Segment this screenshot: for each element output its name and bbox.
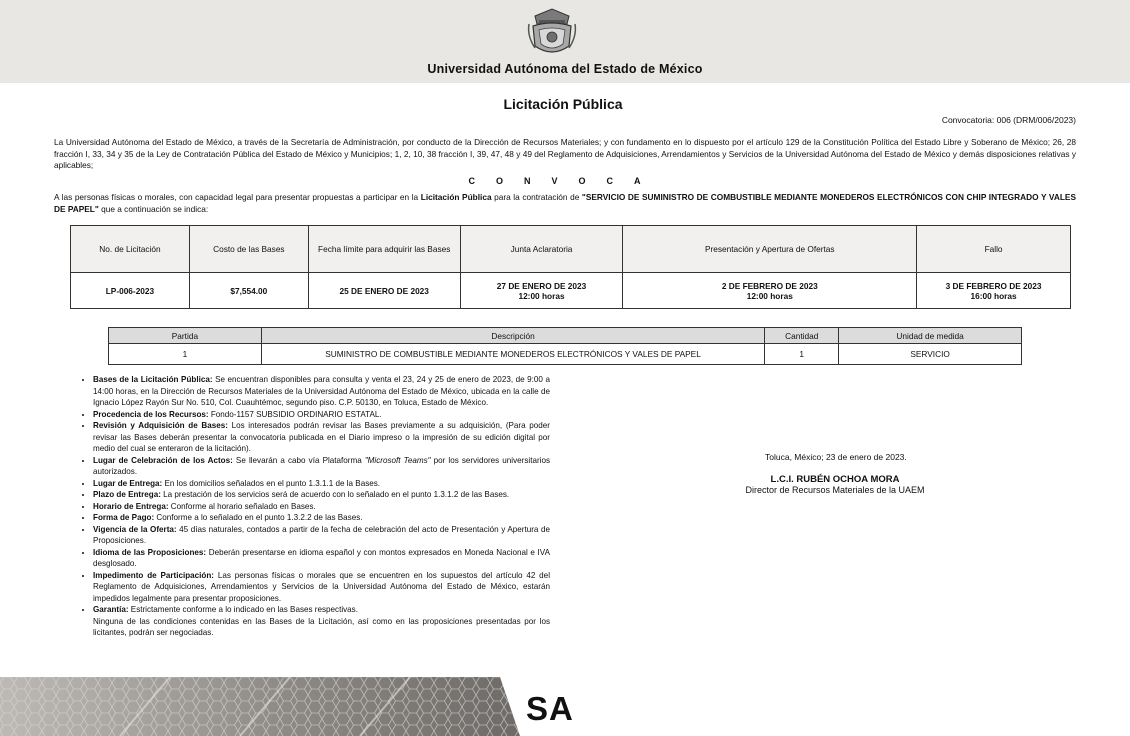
header-descripcion: Descripción xyxy=(261,328,764,344)
list-item xyxy=(93,501,550,513)
convoca-heading: CONVOCA xyxy=(468,176,662,186)
list-item xyxy=(93,374,550,409)
apertura-hora: 12:00 horas xyxy=(746,290,793,301)
item-text: Fondo-1157 SUBSIDIO ORDINARIO ESTATAL. xyxy=(208,409,382,419)
header-costo: Costo de las Bases xyxy=(189,226,308,273)
university-name: Universidad Autónoma del Estado de México xyxy=(427,62,703,76)
cell-partida: 1 xyxy=(109,344,262,365)
schedule-header-row xyxy=(71,226,1071,273)
document-title: Licitación Pública xyxy=(503,96,623,112)
schedule-row xyxy=(71,273,1071,309)
item-text: La prestación de los servicios será de acuerdo con lo señalado en el punto 1.3.1.2 de las Bases. xyxy=(160,490,510,499)
cell-costo: $7,554.00 xyxy=(189,273,308,309)
cell-cantidad: 1 xyxy=(765,344,839,365)
item-text: Deberán presentarse en idioma español y con montos expresados en Moneda Nacional e IVA desglosado. xyxy=(93,547,550,568)
header-fallo: Fallo xyxy=(917,226,1071,273)
header-band xyxy=(0,0,1130,83)
header-apertura: Presentación y Apertura de Ofertas xyxy=(623,226,917,273)
item-text: 45 días naturales, contados a partir de la fecha de celebración del acto de Presentación y Apertura de Proposiciones. xyxy=(93,524,550,545)
item-label: Vigencia de la Oferta: xyxy=(93,524,177,534)
cell-fallo xyxy=(917,273,1071,309)
footer-mark: SA xyxy=(526,690,574,727)
item-label: Procedencia de los Recursos: xyxy=(93,409,209,419)
fallo-fecha: 3 DE FEBRERO DE 2023 xyxy=(945,280,1042,291)
item-label: Lugar de Celebración de los Actos: xyxy=(93,455,233,465)
invite-text-bold-licitacion: Licitación Pública xyxy=(420,192,492,202)
list-item xyxy=(93,524,550,547)
item-label: Impedimento de Participación: xyxy=(93,570,214,580)
item-text: Las personas físicas o morales que se encuentren en los supuestos del artículo 42 del Reglamento de Adquisiciones, Arrendamientos y Servicios de la Universidad Autónoma del Estado de México, estarán impedidos legalmente para presentar proposiciones. xyxy=(93,570,550,603)
header-partida: Partida xyxy=(109,328,262,344)
item-italic: "Microsoft Teams" xyxy=(364,455,431,465)
cell-junta xyxy=(460,273,623,309)
cell-licitacion: LP-006-2023 xyxy=(71,273,190,309)
intro-paragraph: La Universidad Autónoma del Estado de México, a través de la Secretaría de Administración, por conducto de la Dirección de Recursos Materiales; y con fundamento en lo dispuesto por el artículo 129 de la Constitución Política del Estado Libre y Soberano de México; 26, 28 fracción I, 33, 34 y 35 de la Ley de Contratación Pública del Estado de México y Municipios; 1, 2, 10, 38 fracción I, 39, 47, 48 y 49 del Reglamento de Adquisiciones, Arrendamientos y Servicios de la Universidad Autónoma del Estado de México y demás disposiciones relativas y aplicables; xyxy=(54,137,1076,170)
item-label: Garantía: xyxy=(93,605,129,614)
item-text: Conforme a lo señalado en el punto 1.3.2.2 de las Bases. xyxy=(154,513,363,522)
item-text: Se encuentran disponibles para consulta y venta el 23, 24 y 25 de enero de 2023, de 9:00 a 14:00 horas, en la Dirección de Recursos Materiales de la Universidad Autónoma del Estado de México, ubicada en la calle de Ignacio López Rayón Sur No. 510, Col. Cuauhtémoc, segundo piso. C.P. 50130, en Toluca, Estado de México. xyxy=(93,375,550,407)
list-item xyxy=(93,570,550,605)
item-label: Forma de Pago: xyxy=(93,513,155,522)
signature-place-date: Toluca, México; 23 de enero de 2023. xyxy=(765,452,907,462)
university-seal-icon xyxy=(523,6,581,60)
list-item xyxy=(93,478,550,490)
header-unidad: Unidad de medida xyxy=(839,328,1022,344)
header-junta: Junta Aclaratoria xyxy=(460,226,623,273)
closing-note: Ninguna de las condiciones contenidas en las Bases de la Licitación, así como en las proposiciones presentadas por los licitantes, podrán ser negociadas. xyxy=(93,616,550,637)
list-item xyxy=(93,420,550,455)
footer-decorative-strip xyxy=(0,677,520,736)
item-text: En los domicilios señalados en el punto 1.3.1.1 de la Bases. xyxy=(162,478,381,488)
list-item xyxy=(93,512,550,524)
item-text: Se llevarán a cabo vía Plataforma xyxy=(232,455,365,465)
schedule-table xyxy=(70,225,1071,309)
items-header-row xyxy=(109,328,1022,344)
cell-fecha-limite: 25 DE ENERO DE 2023 xyxy=(308,273,460,309)
header-cantidad: Cantidad xyxy=(765,328,839,344)
signer-role: Director de Recursos Materiales de la UAEM xyxy=(745,485,925,495)
item-label: Horario de Entrega: xyxy=(93,501,169,511)
cell-apertura xyxy=(623,273,917,309)
item-label: Plazo de Entrega: xyxy=(93,490,161,499)
cell-unidad: SERVICIO xyxy=(839,344,1022,365)
junta-hora: 12:00 horas xyxy=(518,290,565,301)
item-label: Bases de la Licitación Pública: xyxy=(93,375,213,384)
item-text: Estrictamente conforme a lo indicado en las Bases respectivas. xyxy=(128,605,358,614)
header-fecha-limite: Fecha límite para adquirir las Bases xyxy=(308,226,460,273)
items-row xyxy=(109,344,1022,365)
list-item xyxy=(93,489,550,501)
item-text: Los interesados podrán revisar las Bases previamente a su adquisición, (Para poder revisar las Bases deberán presentar la convocatoria publicada en el Diario impreso o la impresión de su edición digital por medio del cual se enteraron de la licitación). xyxy=(93,421,550,453)
signer-name: L.C.I. RUBÉN OCHOA MORA xyxy=(770,474,900,485)
invitation-paragraph xyxy=(54,192,1076,215)
item-label: Lugar de Entrega: xyxy=(93,478,163,488)
item-label: Revisión y Adquisición de Bases: xyxy=(93,421,228,430)
invite-text-post: que a continuación se indica: xyxy=(98,203,209,214)
item-label: Idioma de las Proposiciones: xyxy=(93,547,207,557)
items-table xyxy=(108,327,1022,365)
list-item xyxy=(93,409,550,421)
item-text: Conforme al horario señalado en Bases. xyxy=(168,501,316,511)
bases-list xyxy=(78,374,550,639)
apertura-fecha: 2 DE FEBRERO DE 2023 xyxy=(721,280,818,291)
item-text-2: por los servidores universitarios autorizados. xyxy=(93,455,550,476)
invite-text-pre: A las personas físicas o morales, con capacidad legal para presentar propuestas a participar en la xyxy=(54,192,421,202)
junta-fecha: 27 DE ENERO DE 2023 xyxy=(496,280,587,291)
list-item xyxy=(93,547,550,570)
cell-descripcion: SUMINISTRO DE COMBUSTIBLE MEDIANTE MONEDEROS ELECTRÓNICOS Y VALES DE PAPEL xyxy=(261,344,764,365)
list-item xyxy=(93,604,550,616)
convocatoria-number: Convocatoria: 006 (DRM/006/2023) xyxy=(941,115,1076,125)
list-item xyxy=(93,455,550,478)
invite-text-bold-servicio: "SERVICIO DE SUMINISTRO DE COMBUSTIBLE MEDIANTE MONEDEROS ELECTRÓNICOS CON CHIP INTEGRADO Y VALES DE PAPEL" xyxy=(54,192,1076,214)
invite-text-mid: para la contratación de xyxy=(491,192,582,202)
fallo-hora: 16:00 horas xyxy=(970,290,1017,301)
header-licitacion: No. de Licitación xyxy=(71,226,190,273)
